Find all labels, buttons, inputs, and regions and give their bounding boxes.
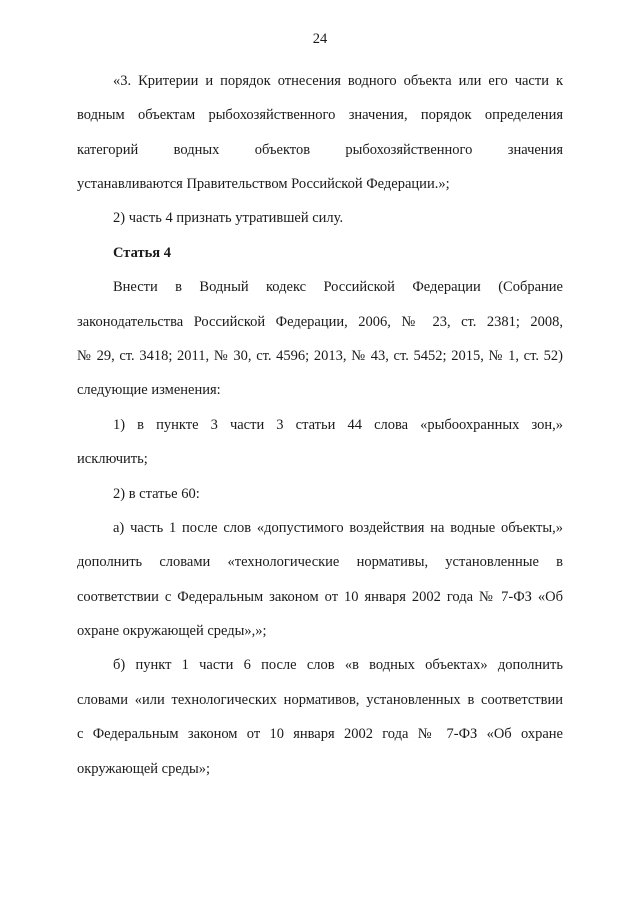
text-line: б) пункт 1 части 6 после слов «в водных объектах» дополнить xyxy=(113,657,563,673)
text-line: словами «или технологических нормативов, установленных в соответствии xyxy=(77,692,563,708)
text-line: 2) в статье 60: xyxy=(113,486,200,502)
text-line: Внести в Водный кодекс Российской Федерации (Собрание xyxy=(113,279,563,295)
text-line: «3. Критерии и порядок отнесения водного объекта или его части к xyxy=(113,73,563,89)
text-line: законодательства Российской Федерации, 2006, № 23, ст. 2381; 2008, xyxy=(77,314,563,330)
text-line: категорий водных объектов рыбохозяйственного значения xyxy=(77,142,563,158)
text-line: с Федеральным законом от 10 января 2002 года № 7-ФЗ «Об охране xyxy=(77,726,563,742)
text-line: 1) в пункте 3 части 3 статьи 44 слова «рыбоохранных зон,» xyxy=(113,417,563,433)
text-line: водным объектам рыбохозяйственного значения, порядок определения xyxy=(77,107,563,123)
text-line: следующие изменения: xyxy=(77,382,221,398)
text-line: а) часть 1 после слов «допустимого воздействия на водные объекты,» xyxy=(113,520,563,536)
text-line: соответствии с Федеральным законом от 10 января 2002 года № 7-ФЗ «Об xyxy=(77,589,563,605)
article-heading: Статья 4 xyxy=(113,245,171,261)
text-line: дополнить словами «технологические нормативы, установленные в xyxy=(77,554,563,570)
text-line: 2) часть 4 признать утратившей силу. xyxy=(113,210,344,226)
page-number: 24 xyxy=(312,31,328,47)
text-line: окружающей среды»; xyxy=(77,761,211,777)
text-line: № 29, ст. 3418; 2011, № 30, ст. 4596; 2013, № 43, ст. 5452; 2015, № 1, ст. 52) xyxy=(77,348,563,364)
text-line: устанавливаются Правительством Российской Федерации.»; xyxy=(77,176,450,192)
text-line: охране окружающей среды»,»; xyxy=(77,623,267,639)
text-line: исключить; xyxy=(77,451,148,467)
